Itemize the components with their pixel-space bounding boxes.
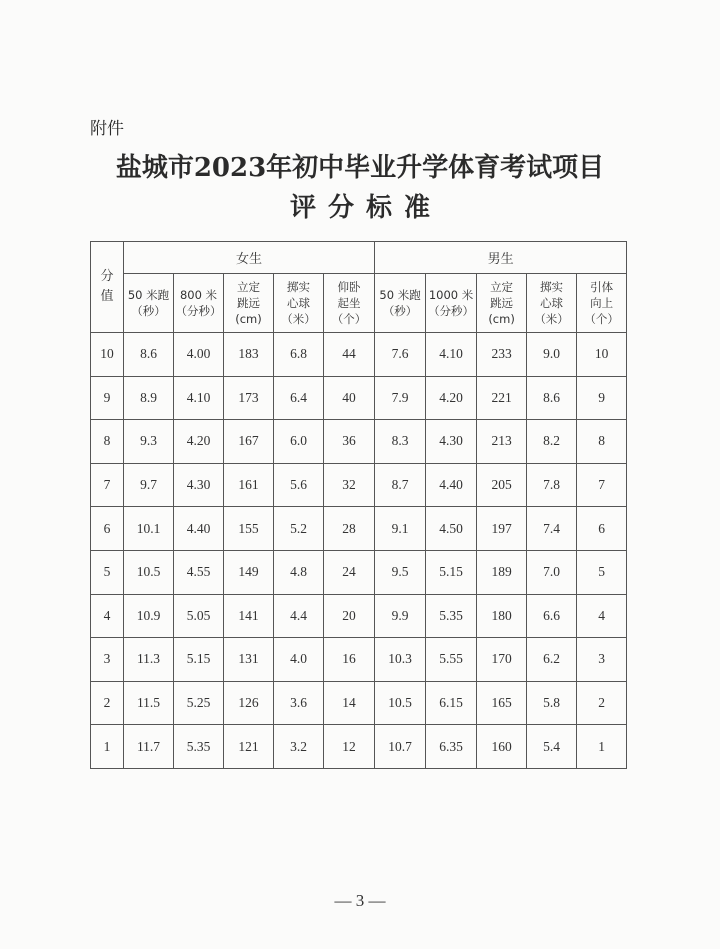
female-value-cell: 28 <box>324 507 375 551</box>
male-value-cell: 5.55 <box>426 638 477 682</box>
male-value-cell: 4.10 <box>426 333 477 377</box>
female-value-cell: 4.00 <box>174 333 224 377</box>
female-value-cell: 14 <box>324 681 375 725</box>
female-value-cell: 183 <box>224 333 274 377</box>
header-row-groups <box>91 242 627 274</box>
male-value-cell: 233 <box>477 333 527 377</box>
female-value-cell: 126 <box>224 681 274 725</box>
male-value-cell: 4.40 <box>426 463 477 507</box>
male-value-cell: 189 <box>477 550 527 594</box>
female-value-cell: 44 <box>324 333 375 377</box>
score-cell: 7 <box>91 463 124 507</box>
column-header-text: 1000 米 <box>428 288 474 302</box>
score-cell: 1 <box>91 725 124 769</box>
table-row <box>91 550 627 594</box>
female-value-cell: 5.2 <box>274 507 324 551</box>
female-value-cell: 8.6 <box>124 333 174 377</box>
female-value-cell: 173 <box>224 376 274 420</box>
table-row <box>91 507 627 551</box>
table-row <box>91 638 627 682</box>
column-header-text: （分秒） <box>175 304 222 318</box>
score-cell: 3 <box>91 638 124 682</box>
table-row <box>91 333 627 377</box>
male-value-cell: 10.5 <box>375 681 426 725</box>
column-header-text: 50 米跑 <box>127 288 170 302</box>
column-header-text: （米） <box>281 312 316 326</box>
male-group-header: 男生 <box>375 242 627 274</box>
male-value-cell: 6.6 <box>527 594 577 638</box>
column-header-text: 向上 <box>590 296 614 310</box>
column-header-text: 起坐 <box>337 296 361 310</box>
male-column-header <box>375 274 426 333</box>
female-value-cell: 6.8 <box>274 333 324 377</box>
female-value-cell: 121 <box>224 725 274 769</box>
female-value-cell: 36 <box>324 420 375 464</box>
score-cell: 4 <box>91 594 124 638</box>
male-value-cell: 5.8 <box>527 681 577 725</box>
male-value-cell: 4.30 <box>426 420 477 464</box>
male-value-cell: 5.15 <box>426 550 477 594</box>
column-header-text: 800 米 <box>179 288 218 302</box>
female-value-cell: 11.3 <box>124 638 174 682</box>
male-value-cell: 9.9 <box>375 594 426 638</box>
female-value-cell: 4.10 <box>174 376 224 420</box>
score-cell: 10 <box>91 333 124 377</box>
female-value-cell: 32 <box>324 463 375 507</box>
female-value-cell: 9.7 <box>124 463 174 507</box>
column-header-text: 立定 <box>490 280 514 294</box>
female-value-cell: 9.3 <box>124 420 174 464</box>
female-value-cell: 4.0 <box>274 638 324 682</box>
female-column-header <box>174 274 224 333</box>
male-value-cell: 4.50 <box>426 507 477 551</box>
female-value-cell: 5.6 <box>274 463 324 507</box>
female-value-cell: 4.55 <box>174 550 224 594</box>
column-header-text: （米） <box>534 312 569 326</box>
female-value-cell: 5.05 <box>174 594 224 638</box>
male-column-header <box>527 274 577 333</box>
female-value-cell: 4.30 <box>174 463 224 507</box>
column-header-text: 心球 <box>540 296 564 310</box>
male-value-cell: 3 <box>577 638 627 682</box>
male-value-cell: 4 <box>577 594 627 638</box>
male-value-cell: 5.35 <box>426 594 477 638</box>
female-column-header <box>274 274 324 333</box>
column-header-text: 立定 <box>237 280 260 294</box>
male-value-cell: 4.20 <box>426 376 477 420</box>
female-value-cell: 5.15 <box>174 638 224 682</box>
female-value-cell: 24 <box>324 550 375 594</box>
column-header-text: 仰卧 <box>337 280 361 294</box>
male-value-cell: 205 <box>477 463 527 507</box>
male-value-cell: 197 <box>477 507 527 551</box>
female-value-cell: 10.5 <box>124 550 174 594</box>
male-column-header <box>477 274 527 333</box>
column-header-text: （分秒） <box>428 304 475 318</box>
score-cell: 2 <box>91 681 124 725</box>
male-value-cell: 160 <box>477 725 527 769</box>
female-value-cell: 3.6 <box>274 681 324 725</box>
column-header-text: 跳远 <box>237 296 260 310</box>
male-value-cell: 6.35 <box>426 725 477 769</box>
female-value-cell: 6.4 <box>274 376 324 420</box>
female-value-cell: 4.40 <box>174 507 224 551</box>
female-value-cell: 161 <box>224 463 274 507</box>
female-group-header: 女生 <box>124 242 375 274</box>
score-cell: 9 <box>91 376 124 420</box>
table-row <box>91 376 627 420</box>
document-subtitle: 评分标准 <box>289 193 442 223</box>
male-value-cell: 9.1 <box>375 507 426 551</box>
score-cell: 5 <box>91 550 124 594</box>
female-value-cell: 8.9 <box>124 376 174 420</box>
column-header-text: （个） <box>584 312 619 326</box>
female-value-cell: 20 <box>324 594 375 638</box>
female-value-cell: 11.5 <box>124 681 174 725</box>
female-value-cell: 5.25 <box>174 681 224 725</box>
female-value-cell: 155 <box>224 507 274 551</box>
male-value-cell: 8.3 <box>375 420 426 464</box>
attachment-label: 附件 <box>90 119 124 139</box>
female-value-cell: 16 <box>324 638 375 682</box>
score-header-text: 分 <box>100 269 114 284</box>
column-header-text: 跳远 <box>490 296 514 310</box>
male-value-cell: 10.7 <box>375 725 426 769</box>
male-value-cell: 10 <box>577 333 627 377</box>
female-value-cell: 167 <box>224 420 274 464</box>
female-value-cell: 149 <box>224 550 274 594</box>
document-title: 盐城市2023年初中毕业升学体育考试项目 <box>115 153 605 183</box>
male-value-cell: 8.2 <box>527 420 577 464</box>
male-value-cell: 8.7 <box>375 463 426 507</box>
male-value-cell: 10.3 <box>375 638 426 682</box>
table-row <box>91 463 627 507</box>
female-value-cell: 4.20 <box>174 420 224 464</box>
male-column-header <box>426 274 477 333</box>
column-header-text: (cm) <box>235 312 262 326</box>
male-value-cell: 6.2 <box>527 638 577 682</box>
male-value-cell: 7.4 <box>527 507 577 551</box>
male-value-cell: 170 <box>477 638 527 682</box>
male-value-cell: 221 <box>477 376 527 420</box>
header-row-columns <box>91 274 627 333</box>
scoring-standard-table <box>90 241 627 769</box>
table-row <box>91 420 627 464</box>
table-row <box>91 594 627 638</box>
male-value-cell: 5.4 <box>527 725 577 769</box>
female-value-cell: 11.7 <box>124 725 174 769</box>
male-value-cell: 8.6 <box>527 376 577 420</box>
column-header-text: （个） <box>331 312 367 326</box>
female-value-cell: 10.1 <box>124 507 174 551</box>
male-value-cell: 8 <box>577 420 627 464</box>
female-value-cell: 141 <box>224 594 274 638</box>
column-header-text: (cm) <box>488 312 515 326</box>
female-value-cell: 131 <box>224 638 274 682</box>
column-header-text: 掷实 <box>540 280 564 294</box>
column-header-text: 掷实 <box>287 280 310 294</box>
column-header-text: （秒） <box>131 304 166 318</box>
female-value-cell: 12 <box>324 725 375 769</box>
male-value-cell: 9.0 <box>527 333 577 377</box>
male-value-cell: 7.8 <box>527 463 577 507</box>
female-value-cell: 10.9 <box>124 594 174 638</box>
male-value-cell: 6 <box>577 507 627 551</box>
male-value-cell: 7.0 <box>527 550 577 594</box>
male-value-cell: 165 <box>477 681 527 725</box>
column-header-text: 50 米跑 <box>379 288 421 302</box>
male-value-cell: 6.15 <box>426 681 477 725</box>
table-row <box>91 681 627 725</box>
male-value-cell: 2 <box>577 681 627 725</box>
female-value-cell: 6.0 <box>274 420 324 464</box>
score-cell: 8 <box>91 420 124 464</box>
female-column-header <box>124 274 174 333</box>
female-column-header <box>224 274 274 333</box>
page-number: — 3 — <box>334 891 386 910</box>
column-header-text: 引体 <box>590 280 614 294</box>
male-value-cell: 1 <box>577 725 627 769</box>
male-column-header <box>577 274 627 333</box>
score-header-text: 值 <box>100 289 114 304</box>
male-value-cell: 9.5 <box>375 550 426 594</box>
table-row <box>91 725 627 769</box>
male-value-cell: 5 <box>577 550 627 594</box>
column-header-text: 心球 <box>287 296 310 310</box>
female-value-cell: 4.4 <box>274 594 324 638</box>
male-value-cell: 9 <box>577 376 627 420</box>
female-value-cell: 40 <box>324 376 375 420</box>
male-value-cell: 7.6 <box>375 333 426 377</box>
female-value-cell: 3.2 <box>274 725 324 769</box>
male-value-cell: 180 <box>477 594 527 638</box>
score-cell: 6 <box>91 507 124 551</box>
female-column-header <box>324 274 375 333</box>
male-value-cell: 7.9 <box>375 376 426 420</box>
score-column-header <box>91 242 124 333</box>
column-header-text: （秒） <box>382 304 418 318</box>
female-value-cell: 5.35 <box>174 725 224 769</box>
male-value-cell: 213 <box>477 420 527 464</box>
male-value-cell: 7 <box>577 463 627 507</box>
female-value-cell: 4.8 <box>274 550 324 594</box>
